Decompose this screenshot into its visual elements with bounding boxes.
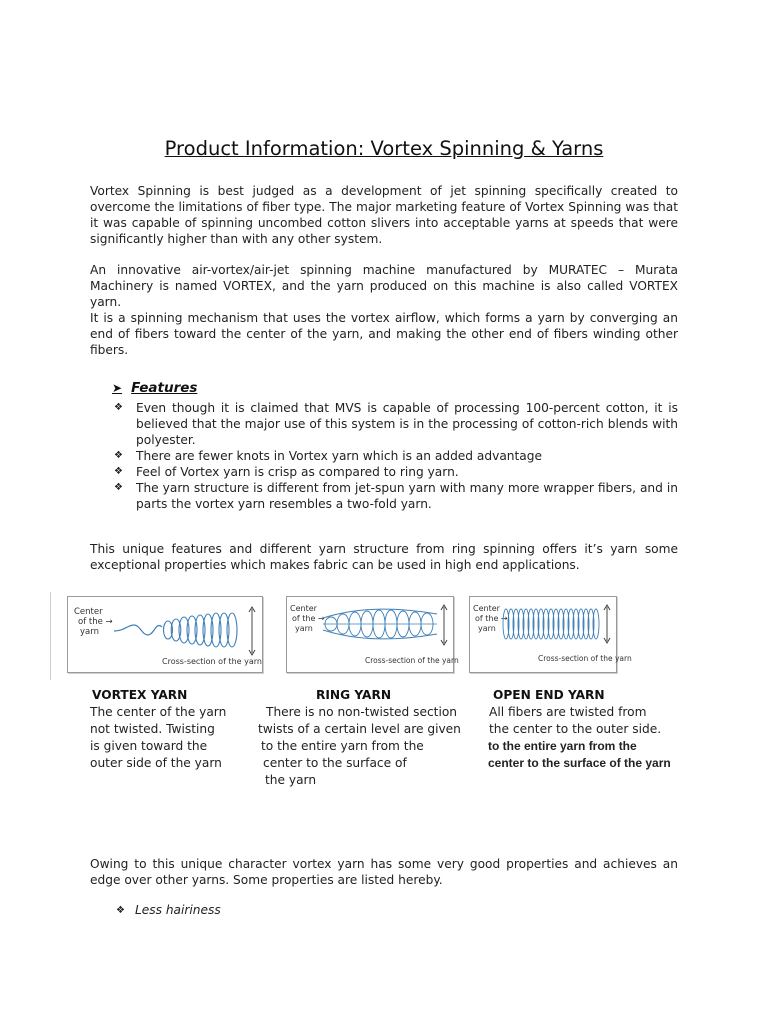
yarn-core-line — [114, 625, 162, 635]
features-list — [112, 400, 678, 512]
feature-text: There are fewer knots in Vortex yarn which is an added advantage — [136, 449, 543, 463]
column-line: the center to the outer side. — [489, 722, 662, 736]
column-line: not twisted. Twisting — [90, 722, 215, 736]
property-text: Less hairiness — [134, 903, 221, 917]
diamond-bullet-icon: ❖ — [114, 482, 123, 493]
features-heading — [112, 380, 197, 396]
ring-yarn-diagram — [286, 596, 459, 673]
open-end-yarn-column — [488, 687, 671, 772]
cross-section-caption: Cross-section of the yarn — [538, 654, 632, 663]
cross-section-caption: Cross-section of the yarn — [365, 656, 459, 665]
ring-yarn-column — [258, 687, 461, 789]
column-line: the yarn — [265, 773, 317, 787]
unique-features-paragraph: This unique features and different yarn structure from ring spinning offers it’s yarn some exceptional properties which makes fabric can be used in high end applications. — [90, 542, 678, 572]
diamond-bullet-icon: ❖ — [116, 904, 125, 916]
column-line: to the entire yarn from the — [261, 739, 424, 753]
column-heading: RING YARN — [316, 688, 392, 702]
column-line: twists of a certain level are given — [258, 722, 461, 736]
vortex-yarn-column — [90, 687, 226, 772]
features-heading-label: Features — [131, 380, 198, 396]
intro-paragraph-2: An innovative air-vortex/air-jet spinning machine manufactured by MURATEC – Murata Machinery is named VORTEX, and the yarn produced on this machine is also called VORTEX yarn. — [90, 263, 678, 309]
intro-paragraph-1: Vortex Spinning is best judged as a development of jet spinning specifically created to overcome the limitations of fiber type. The major marketing feature of Vortex Spinning was that it was capable of spinning uncombed cotton slivers into acceptable yarns at speeds that were significantly higher than with any other system. — [90, 184, 678, 246]
margin-line — [50, 592, 51, 680]
column-line: The center of the yarn — [90, 705, 227, 719]
page-title: Product Information: Vortex Spinning & Yarns — [164, 137, 604, 160]
feature-text: The yarn structure is different from jet-spun yarn with many more wrapper fibers, and in parts the vortex yarn resembles a two-fold yarn. — [136, 481, 678, 511]
list-item — [112, 464, 678, 480]
column-heading: VORTEX YARN — [92, 688, 188, 702]
column-line-bold: to the entire yarn from the — [488, 739, 637, 753]
column-line: is given toward the — [90, 739, 208, 753]
diamond-bullet-icon: ❖ — [114, 466, 123, 477]
arrow-right-icon: ➤ — [112, 381, 123, 395]
column-line: center to the surface of — [263, 756, 407, 770]
open-end-yarn-diagram — [469, 596, 632, 673]
list-item — [112, 448, 678, 464]
center-label-line-2: of the → — [475, 614, 508, 623]
center-label-line-1: Center — [473, 604, 500, 613]
column-line: All fibers are twisted from — [489, 705, 647, 719]
owing-paragraph: Owing to this unique character vortex yarn has some very good properties and achieves an edge over other yarns. Some properties are listed hereby. — [90, 857, 678, 887]
vortex-yarn-diagram — [67, 596, 263, 673]
diamond-bullet-icon: ❖ — [114, 450, 123, 461]
diamond-bullet-icon: ❖ — [114, 402, 123, 413]
center-label-line-2: of the → — [292, 614, 325, 623]
list-item — [112, 400, 678, 448]
list-item — [112, 480, 678, 512]
center-label-line-1: Center — [290, 604, 317, 613]
center-label-line-2: of the → — [78, 617, 113, 627]
center-label-line-3: yarn — [478, 624, 496, 633]
center-label-line-3: yarn — [295, 624, 313, 633]
center-label-line-1: Center — [74, 607, 103, 617]
center-label-line-3: yarn — [80, 627, 99, 637]
feature-text: Feel of Vortex yarn is crisp as compared to ring yarn. — [136, 465, 459, 479]
cross-section-caption: Cross-section of the yarn — [162, 657, 262, 666]
column-line: There is no non-twisted section — [266, 705, 458, 719]
intro-paragraph-3: It is a spinning mechanism that uses the vortex airflow, which forms a yarn by converging an end of fibers toward the center of the yarn, and making the other end of fibers winding other fibers. — [90, 311, 678, 357]
property-item — [116, 903, 221, 917]
column-line-bold: center to the surface of the yarn — [488, 756, 671, 770]
tight-yarn-coils — [503, 609, 599, 639]
feature-text: Even though it is claimed that MVS is capable of processing 100-percent cotton, it is believed that the major use of this system is in the processing of cotton-rich blends with polyester. — [136, 401, 678, 447]
column-line: outer side of the yarn — [90, 756, 222, 770]
column-heading: OPEN END YARN — [493, 688, 605, 702]
